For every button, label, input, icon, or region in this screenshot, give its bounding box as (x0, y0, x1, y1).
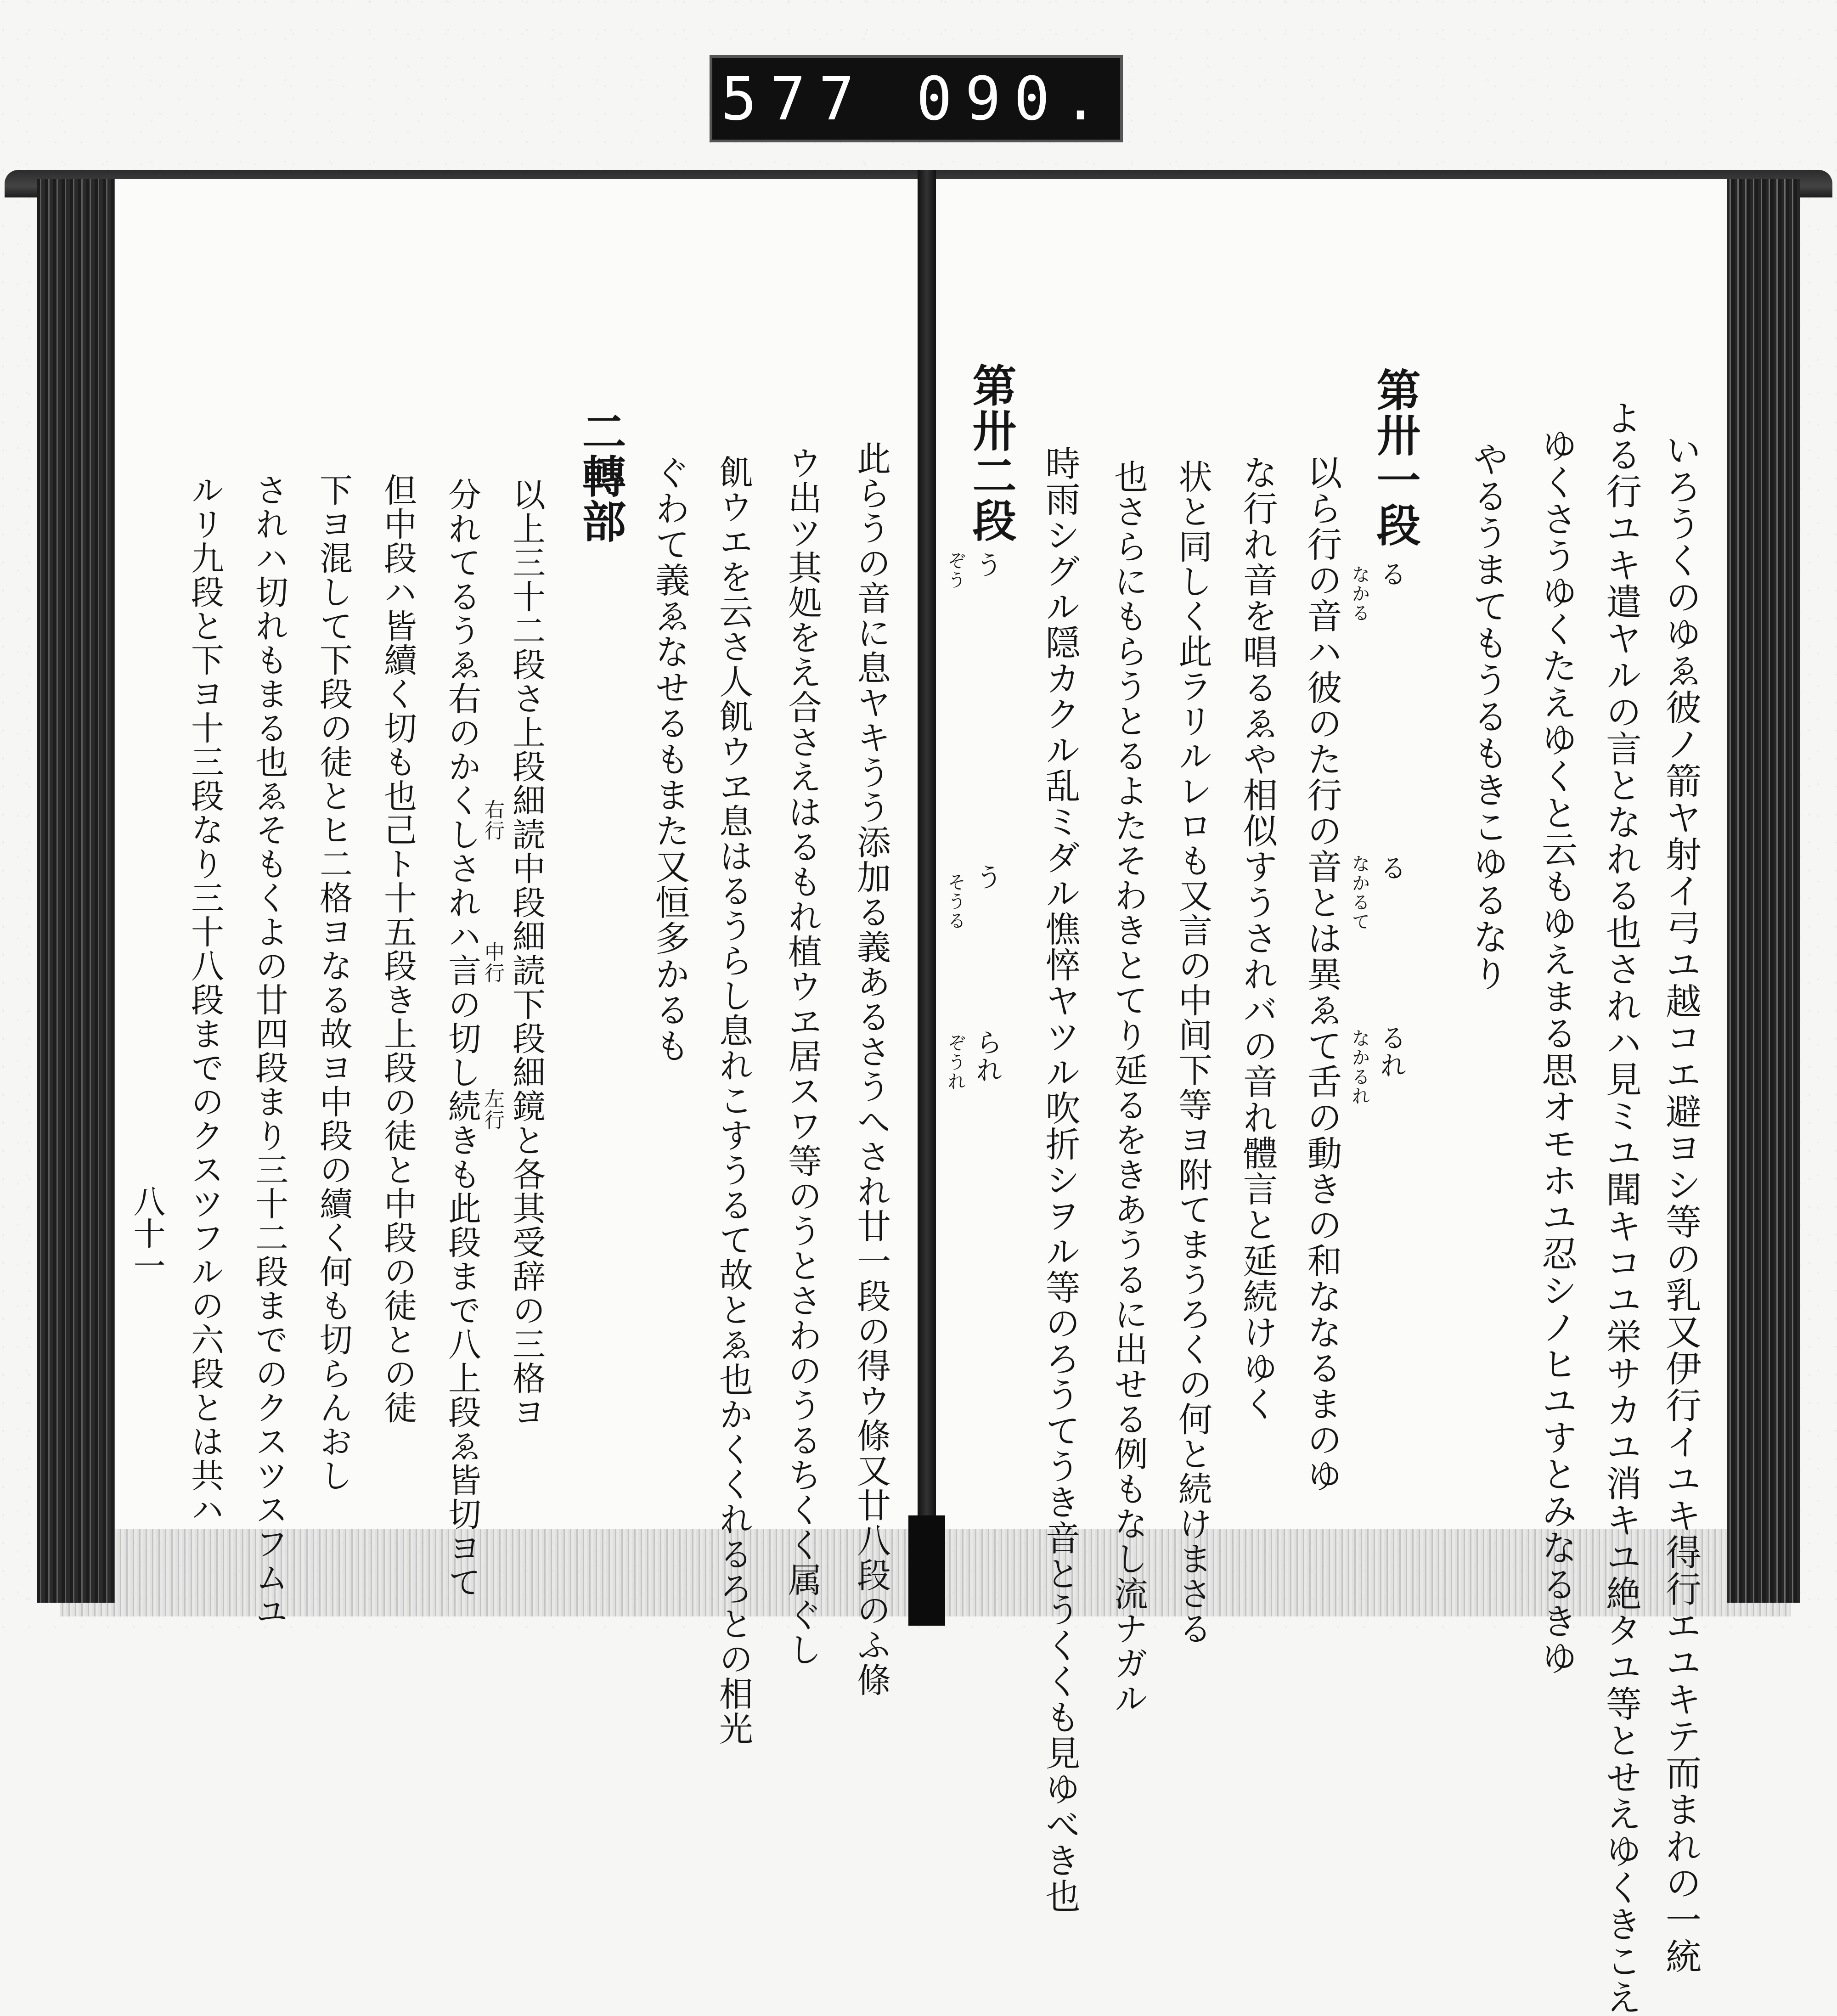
right-column-7: 状と同しく此ラリルレロも又言の中间下等ヨ附てまうろくの何と続けまさる (1173, 459, 1212, 1646)
right-column-6: な行れ音を唱るゑや相似すうされバの音れ體言と延続けゆく (1237, 455, 1278, 1422)
left-column-4: ぐわて義ゑなせるもまた又恒多かるも (649, 455, 690, 1064)
reel-number-text: 577 090. (721, 64, 1112, 134)
conj-table-r1c1: る (1375, 560, 1407, 588)
left-column-10: ルリ九段と下ヨ十三段なり三十八段までのクスツフルの六段とは共ハ (186, 473, 224, 1526)
right-column-9: 時雨シグル隠カクル乱ミダル憔悴ヤツル吹折シヲル等のろうてうき音とうくくも見ゆべき也 (1040, 445, 1081, 1914)
conj-table-r1c2-sub: なかるて (1349, 854, 1370, 931)
left-column-6: 分れてるうゑ右のかくしされハ言の切し続きも此段まで八上段ゑ皆切ヨて (443, 478, 481, 1599)
spine-tab (908, 1515, 945, 1626)
right-column-2: よる行ユキ遣ヤルの言となれる也されハ見ミユ聞キコユ栄サカユ消キユ絶タユ等とせえゆくきこえ (1600, 400, 1641, 2016)
left-column-3: 飢ウエを云さ人飢ウヱ息はるうらし息れこすうるて故とゑ也かくくれるろとの相光 (714, 455, 753, 1746)
book-right-edge (1727, 179, 1800, 1603)
conj-table-r1c2: る (1375, 854, 1407, 882)
left-column-1: 此らうの音に息ヤキうう添加る義あるさうへされ廿一段の得ウ條又廿八段のふ條 (851, 441, 891, 1697)
book-spine (918, 170, 936, 1626)
right-heading-31: 第卅一段 (1369, 367, 1421, 547)
right-column-5: 以ら行の音ハ彼のた行の音とは異ゑて舌の動きの和ななるまのゆ (1302, 455, 1342, 1493)
right-heading-32: 第卅二段 (965, 363, 1017, 543)
conj-table-r2c1-sub: ぞう (945, 551, 966, 590)
right-column-3: ゆくさうゆくたえゆくと云もゆえまる思オモホユ忍シノヒユすとみなるきゆ (1536, 427, 1577, 1676)
page-number: 八十一 (128, 1185, 166, 1281)
annotation-left-line: 左行 (481, 1088, 504, 1131)
right-column-1: いろうくのゆゑ彼ノ箭ヤ射イ弓ユ越コエ避ヨシ等の乳又伊行イユキ得行エユキテ而まれの一統 (1660, 432, 1701, 1975)
conj-table-r2c3: られ (971, 1029, 1003, 1084)
conj-table-r2c2: う (971, 863, 1003, 891)
conj-table-r2c2-sub: そうる (945, 873, 966, 930)
reel-number-label (710, 55, 1123, 142)
conj-table-r2c1: う (971, 551, 1003, 579)
conj-table-r2c3-sub: ぞうれ (945, 1033, 966, 1091)
conj-table-r1c3-sub: なかるれ (1349, 1029, 1370, 1106)
left-heading-niten: 二轉部 (575, 409, 627, 544)
annotation-right-line: 右行 (481, 799, 504, 841)
book-left-edge (37, 179, 115, 1603)
left-column-5: 以上三十二段さ上段細読中段細読下段細鏡と各其受辞の三格ヨ (507, 478, 546, 1429)
right-column-4: やるうまてもうるもきこゆるなり (1467, 441, 1508, 992)
annotation-middle-line: 中行 (481, 941, 504, 984)
conj-table-r1c3: るれ (1375, 1024, 1407, 1079)
left-column-2: ウ出ツ其処をえ合さえはるもれ植ウヱ居スワ等のうとさわのうるちくく属ぐし (783, 445, 822, 1667)
left-column-8: 下ヨ混して下段の徒とヒ二格ヨなる故ヨ中段の續く何も切らんおし (314, 473, 353, 1492)
left-column-7: 但中段ハ皆續く切も也己ト十五段き上段の徒と中段の徒との徒 (378, 473, 417, 1425)
left-column-9: されハ切れもまる也ゑそもくよの廿四段まり三十二段までのクスツスフムユ (250, 473, 288, 1628)
conj-table-r1c1-sub: なかる (1349, 565, 1370, 623)
right-column-8: 也さらにもらうとるよたそわきとてり延るをきあうるに出せる例もなし流ナガル (1109, 459, 1148, 1716)
